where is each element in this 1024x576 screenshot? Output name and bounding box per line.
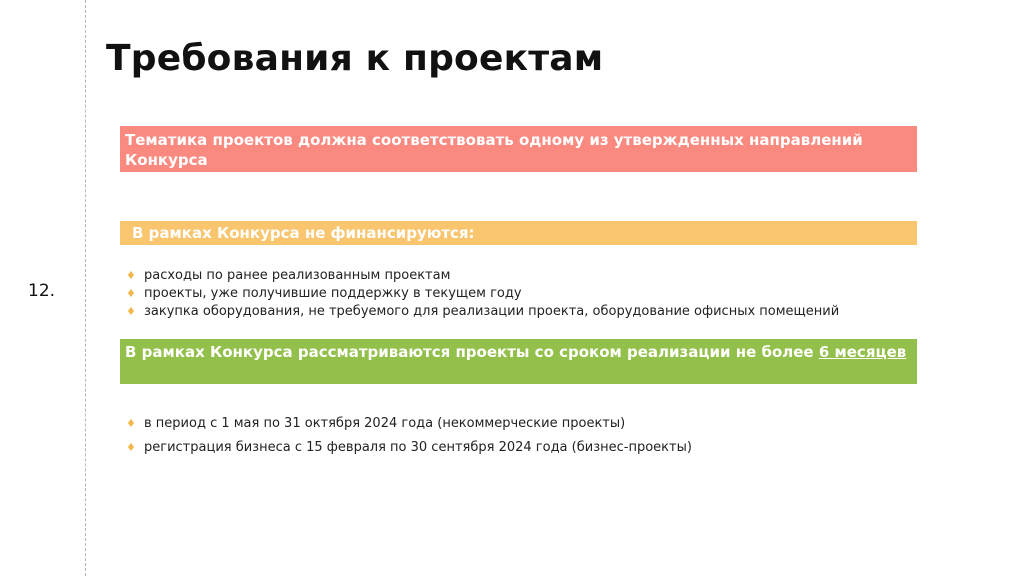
diamond-bullet-icon: ♦ xyxy=(126,304,136,318)
list-item xyxy=(126,302,839,320)
page-title: Требования к проектам xyxy=(106,38,604,79)
list-item-text: закупка оборудования, не требуемого для реализации проекта, оборудование офисных помещений xyxy=(144,303,840,319)
list-item-text: проекты, уже получившие поддержку в текущем году xyxy=(144,285,522,301)
periods-list xyxy=(126,413,692,461)
topic-requirement-banner xyxy=(120,126,917,172)
list-item xyxy=(126,437,692,458)
topic-requirement-text: Тематика проектов должна соответствовать одному из утвержденных направлений Конкурса xyxy=(125,131,863,169)
list-item-text: регистрация бизнеса с 15 февраля по 30 сентября 2024 года (бизнес-проекты) xyxy=(144,440,692,455)
list-item-text: расходы по ранее реализованным проектам xyxy=(144,267,451,283)
diamond-bullet-icon: ♦ xyxy=(126,441,136,454)
diamond-bullet-icon: ♦ xyxy=(126,268,136,282)
not-funded-heading: В рамках Конкурса не финансируются: xyxy=(132,224,475,242)
duration-banner xyxy=(120,339,917,384)
not-funded-banner xyxy=(120,221,917,245)
duration-text: В рамках Конкурса рассматриваются проекты со сроком реализации не более xyxy=(125,343,819,361)
list-item xyxy=(126,284,839,302)
diamond-bullet-icon: ♦ xyxy=(126,286,136,300)
diamond-bullet-icon: ♦ xyxy=(126,417,136,430)
list-item-text: в период с 1 мая по 31 октября 2024 года (некоммерческие проекты) xyxy=(144,416,626,431)
list-item xyxy=(126,266,839,284)
vertical-divider xyxy=(85,0,86,576)
slide-number: 12. xyxy=(28,281,56,301)
not-funded-list xyxy=(126,266,839,320)
list-item xyxy=(126,413,692,434)
duration-highlight: 6 месяцев xyxy=(818,343,907,361)
